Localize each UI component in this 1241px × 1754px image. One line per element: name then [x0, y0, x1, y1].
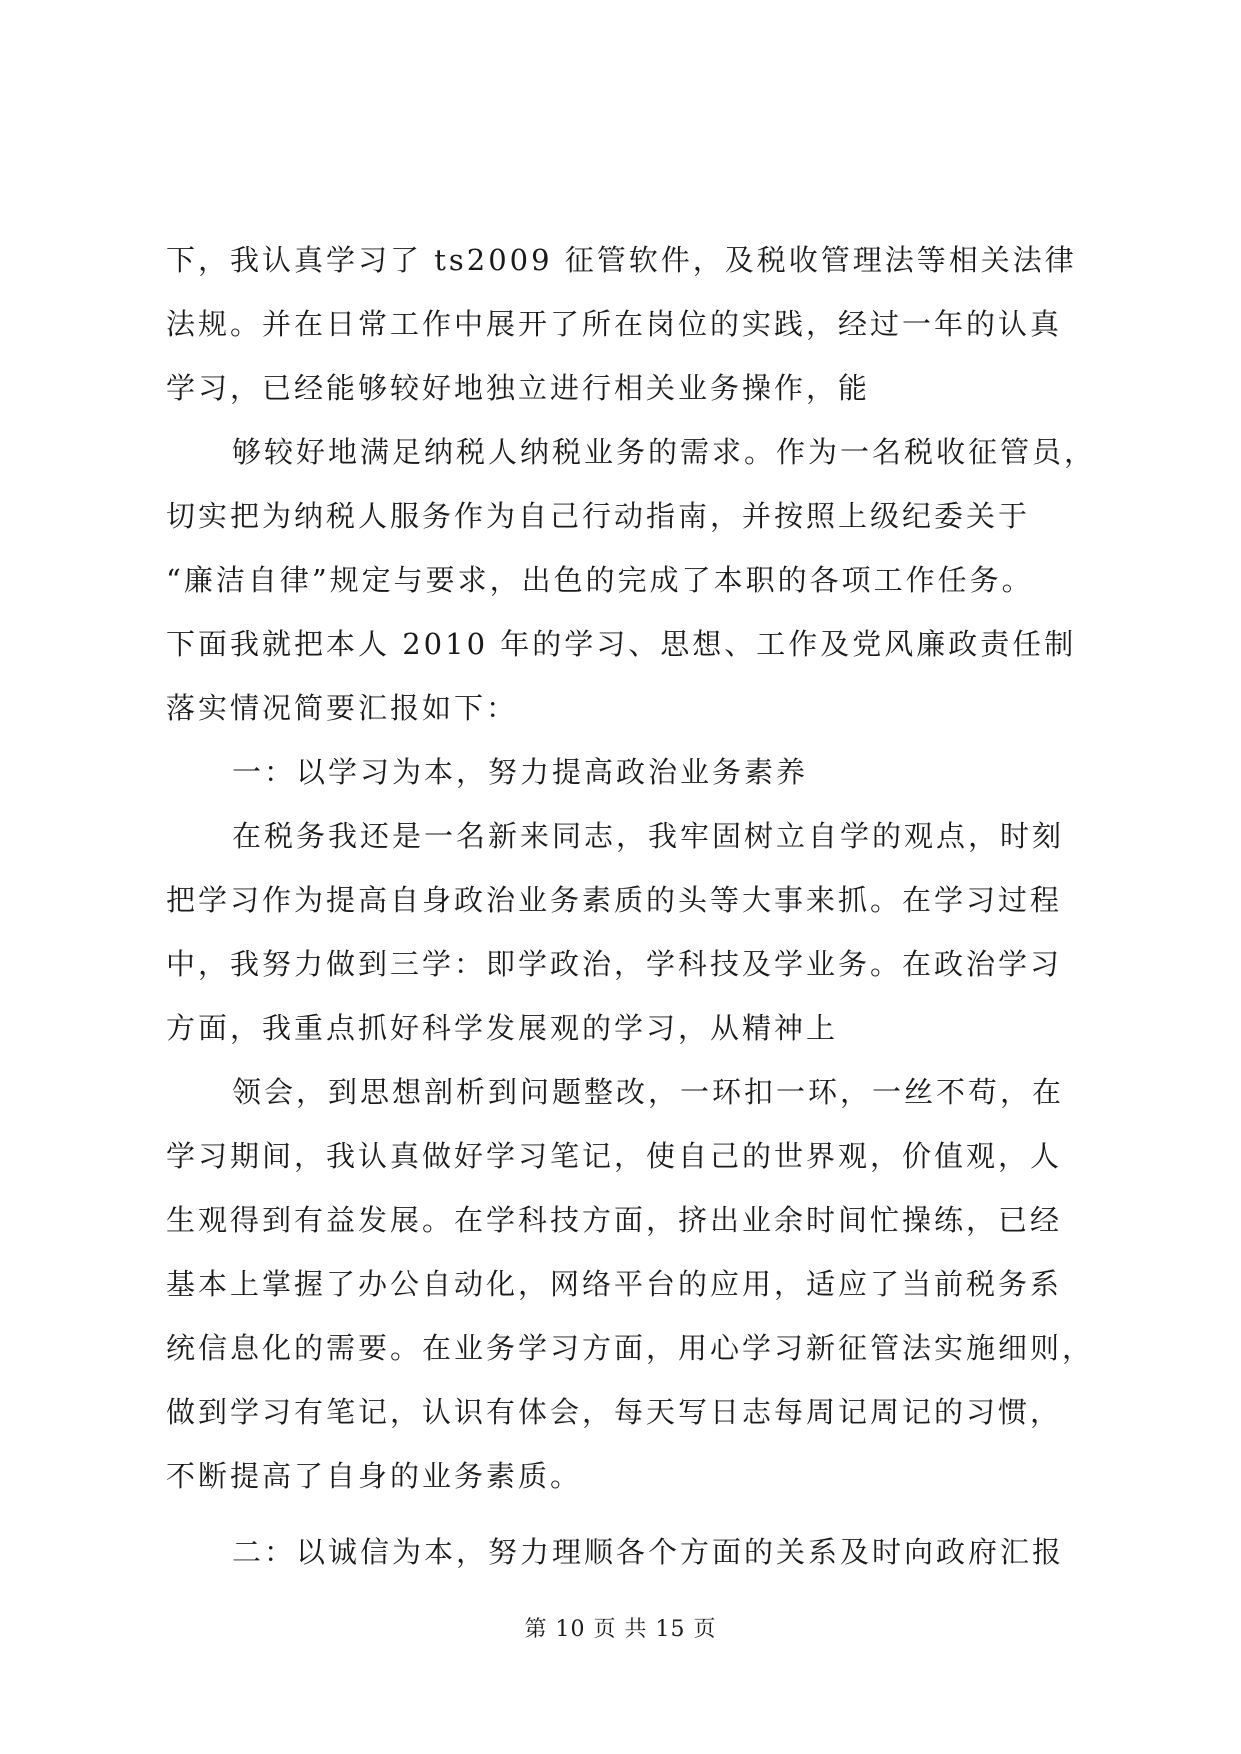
- section-heading-two: 二：以诚信为本，努力理顺各个方面的关系及时向政府汇报: [232, 1535, 1065, 1569]
- paragraph-first-line: 领会，到思想剖析到问题整改，一环扣一环，一丝不苟，在: [232, 1075, 1065, 1109]
- text-line: 下面我就把本人 2010 年的学习、思想、工作及党风廉政责任制: [166, 627, 1077, 661]
- text-line: “廉洁自律”规定与要求，出色的完成了本职的各项工作任务。: [166, 563, 1034, 597]
- text-line: 生观得到有益发展。在学科技方面，挤出业余时间忙操练，已经: [166, 1203, 1063, 1237]
- text-line: 做到学习有笔记，认识有体会，每天写日志每周记周记的习惯，: [166, 1395, 1063, 1429]
- document-body: [166, 228, 1097, 1584]
- text-line: 把学习作为提高自身政治业务素质的头等大事来抓。在学习过程: [166, 883, 1063, 917]
- paragraph-first-line: 够较好地满足纳税人纳税业务的需求。作为一名税收征管员，: [232, 435, 1097, 469]
- text-line: 下，我认真学习了 ts2009 征管软件，及税收管理法等相关法律: [166, 243, 1077, 277]
- text-line: 学习，已经能够较好地独立进行相关业务操作，能: [166, 371, 871, 405]
- text-line: 学习期间，我认真做好学习笔记，使自己的世界观，价值观，人: [166, 1139, 1063, 1173]
- text-line: 落实情况简要汇报如下：: [166, 691, 519, 725]
- text-line: 方面，我重点抓好科学发展观的学习，从精神上: [166, 1011, 839, 1045]
- text-line: 基本上掌握了办公自动化，网络平台的应用，适应了当前税务系: [166, 1267, 1063, 1301]
- text-line: 法规。并在日常工作中展开了所在岗位的实践，经过一年的认真: [166, 307, 1063, 341]
- text-line: 切实把为纳税人服务作为自己行动指南，并按照上级纪委关于: [166, 499, 1031, 533]
- text-line: 不断提高了自身的业务素质。: [166, 1459, 583, 1493]
- section-heading-one: 一：以学习为本，努力提高政治业务素养: [232, 755, 809, 789]
- page-number-footer: 第 10 页 共 15 页: [524, 1617, 717, 1642]
- paragraph-first-line: 在税务我还是一名新来同志，我牢固树立自学的观点，时刻: [232, 819, 1065, 853]
- text-line: 中，我努力做到三学：即学政治，学科技及学业务。在政治学习: [166, 947, 1063, 981]
- text-line: 统信息化的需要。在业务学习方面，用心学习新征管法实施细则，: [166, 1331, 1095, 1365]
